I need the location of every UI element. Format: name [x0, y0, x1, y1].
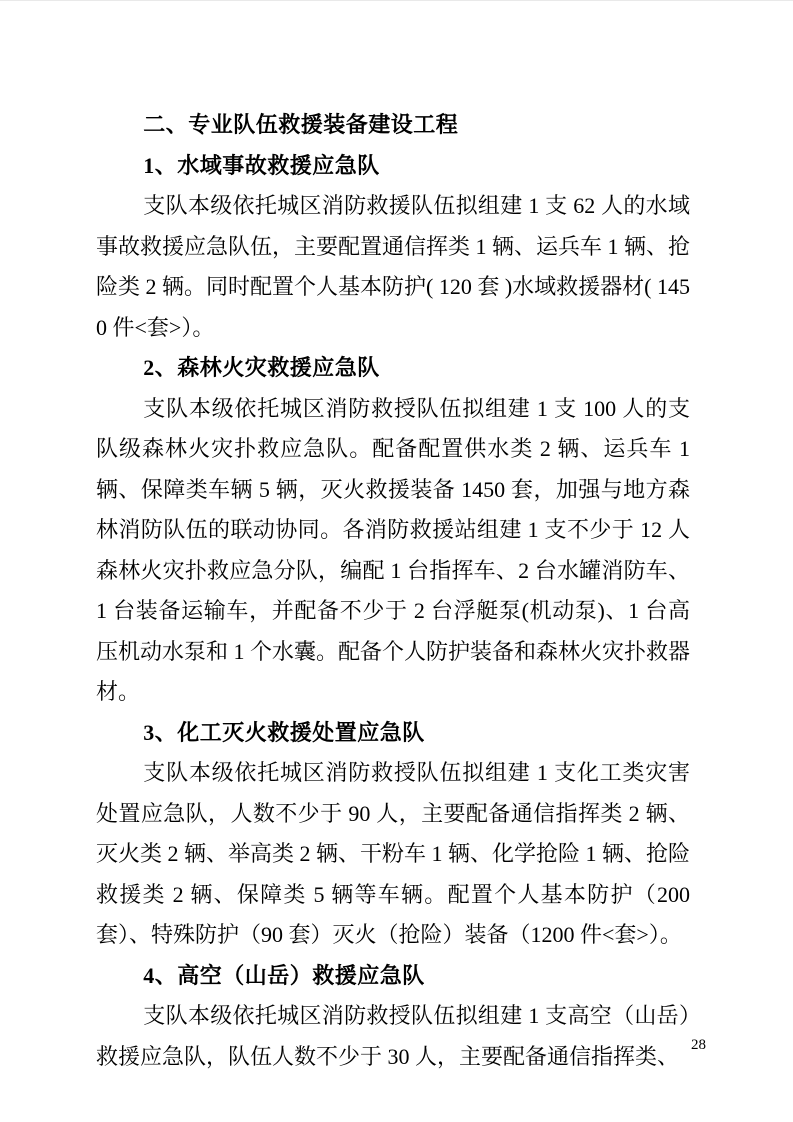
section-chemical-fire	[96, 713, 690, 956]
section-water-rescue	[96, 146, 690, 349]
section-1-body: 支队本级依托城区消防救援队伍拟组建 1 支 62 人的水域事故救援应急队伍，主要配置通信挥类 1 辆、运兵车 1 辆、抢险类 2 辆。同时配置个人基本防护( 120 套 )水域救援器材( 1450 件<套>）。	[96, 193, 691, 340]
section-2-body: 支队本级依托城区消防救授队伍拟组建 1 支 100 人的支队级森林火灾扑救应急队。配备配置供水类 2 辆、运兵车 1 辆、保障类车辆 5 辆，灭火救援装备 1450 套，加强与地方森林消防队伍的联动协同。各消防救援站组建 1 支不少于 12 人森林火灾扑救应急分队，编配 1 台指挥车、2 台水罐消防车、1 台装备运输车，并配备不少于 2 台浮艇泵(机动泵)、1 台高压机动水泵和 1 个水囊。配备个人防护装备和森林火灾扑救器材。	[96, 395, 691, 704]
section-2-title: 2、森林火灾救援应急队	[143, 355, 380, 380]
main-heading: 二、专业队伍救援装备建设工程	[143, 112, 459, 137]
section-3-body: 支队本级依托城区消防救授队伍拟组建 1 支化工类灾害处置应急队，人数不少于 90 人，主要配备通信指挥类 2 辆、灭火类 2 辆、举高类 2 辆、干粉车 1 辆、化学抢险 1 辆、抢险救援类 2 辆、保障类 5 辆等车辆。配置个人基本防护（200 套）、特殊防护（90 套）灭火（抢险）装备（1200 件<套>）。	[96, 760, 691, 947]
section-3-title: 3、化工灭火救援处置应急队	[143, 719, 425, 745]
section-forest-fire	[96, 348, 690, 713]
section-high-altitude	[96, 956, 690, 1078]
document-content	[96, 105, 690, 1077]
section-4-body: 支队本级依托城区消防救授队伍拟组建 1 支高空（山岳）救援应急队，队伍人数不少于 30 人，主要配备通信指挥类、	[96, 1003, 690, 1069]
section-4-title: 4、高空（山岳）救援应急队	[143, 962, 425, 988]
page-number: 28	[691, 1037, 706, 1053]
section-1-title: 1、水域事故救援应急队	[143, 152, 380, 178]
